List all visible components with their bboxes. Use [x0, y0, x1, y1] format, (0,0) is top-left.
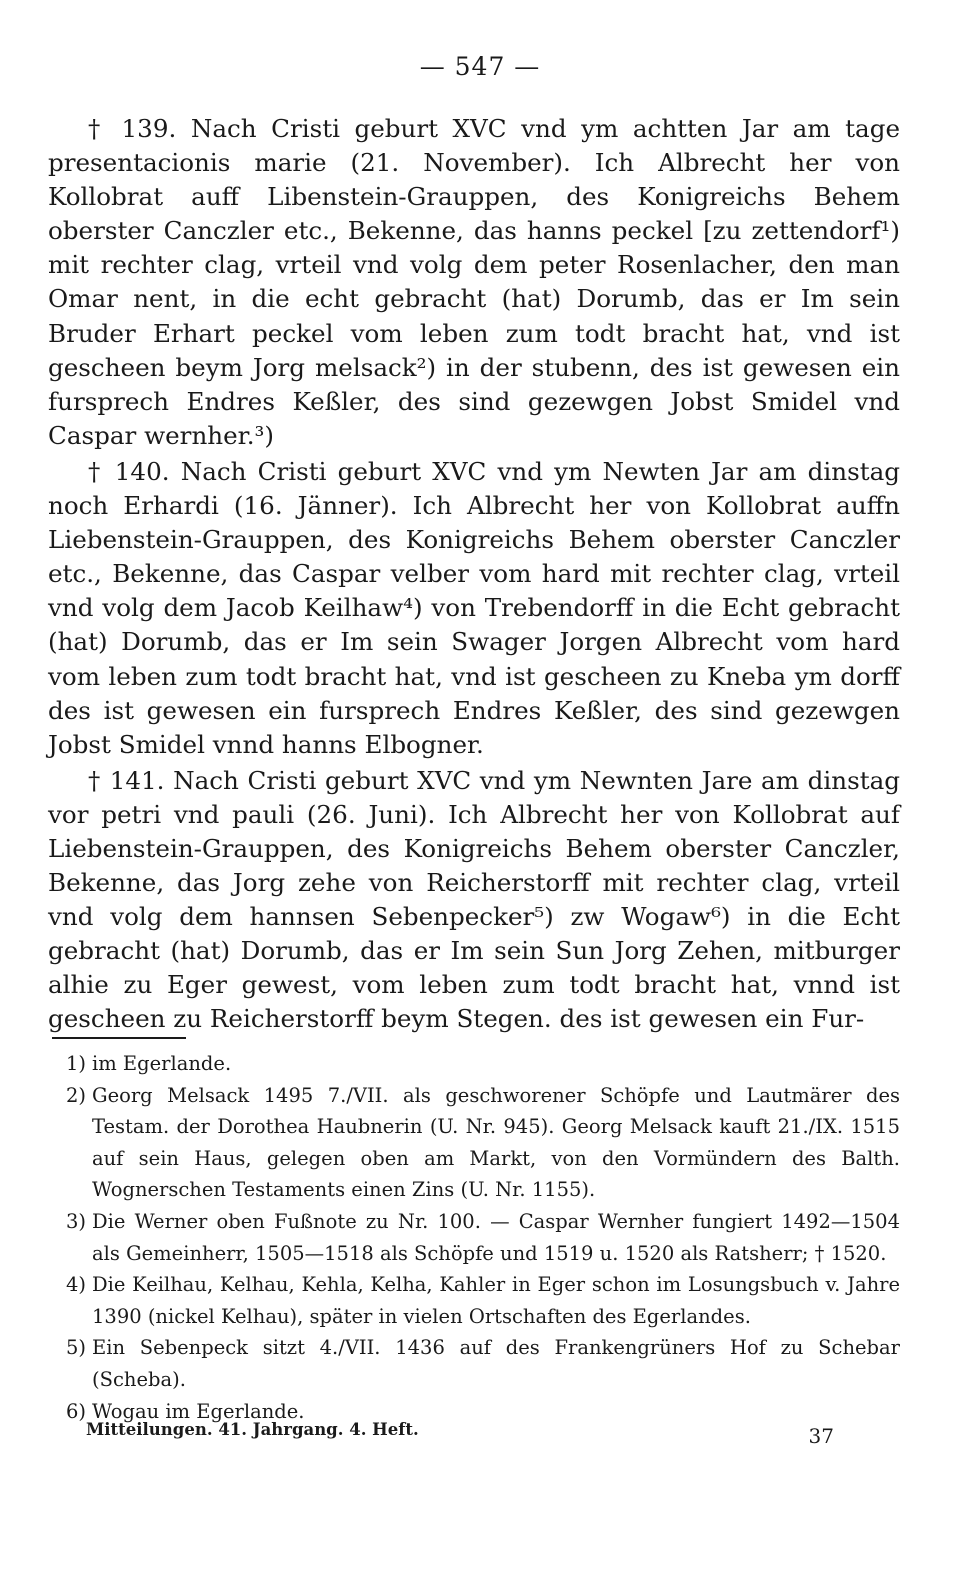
- footnote-divider: [52, 1037, 186, 1039]
- entry-139: [48, 112, 900, 453]
- entry-141: [48, 764, 900, 1037]
- footnote-number: 5): [65, 1336, 86, 1360]
- footnote-number: 3): [65, 1209, 86, 1233]
- entry-paragraph: † 141. Nach Cristi geburt XVC vnd ym Newnten Jare am dinstag vor petri vnd pauli (26. Juni). Ich Albrecht her von Kollobrat auf Liebenstein-Grauppen, des Konigreichs Behem oberster Canczler, Bekenne, das Jorg zehe von Reicherstorff mit rechter clag, vrteil vnd volg dem hannsen Sebenpecker⁵) zw Wogaw⁶) in die Echt gebracht (hat) Dorumb, das er Im sein Sun Jorg Zehen, mitburger alhie zu Eger gewest, vom leben zum todt bracht hat, vnnd ist gescheen zu Reicherstorff beym Stegen. des ist gewesen ein Fur-: [48, 765, 900, 1034]
- entry-140: [48, 455, 900, 762]
- footnote-5: [48, 1332, 900, 1395]
- footnote-text: Die Keilhau, Kelhau, Kehla, Kelha, Kahler in Eger schon im Losungsbuch v. Jahre 1390 (nickel Kelhau), später in vielen Ortschaften des Egerlandes.: [92, 1273, 900, 1328]
- footnote-1: [48, 1048, 900, 1080]
- footnotes: [48, 1048, 900, 1427]
- page-number: — 547 —: [419, 52, 541, 81]
- footnote-4: [48, 1269, 900, 1332]
- footnote-text: Ein Sebenpeck sitzt 4./VII. 1436 auf des Frankengrüners Hof zu Schebar (Scheba).: [92, 1336, 900, 1391]
- entry-paragraph: † 139. Nach Cristi geburt XVC vnd ym achtten Jar am tage presentacionis marie (21. November). Ich Albrecht her von Kollobrat auff Libenstein-Grauppen, des Konigreichs Behem oberster Canczler etc., Bekenne, das hanns peckel [zu zettendorf¹) mit rechter clag, vrteil vnd volg dem peter Rosenlacher, den man Omar nent, in die echt gebracht (hat) Dorumb, das er Im sein Bruder Erhart peckel vom leben zum todt bracht hat, vnd ist gescheen beym Jorg melsack²) in der stubenn, des ist gewesen ein fursprech Endres Keßler, des sind gezewgen Jobst Smidel vnd Caspar wernher.³): [48, 114, 900, 450]
- footnote-text: Georg Melsack 1495 7./VII. als geschworener Schöpfe und Lautmärer des Testam. der Dorothea Haubnerin (U. Nr. 945). Georg Melsack kauft 21./IX. 1515 auf sein Haus, gelegen oben am Markt, von den Vormündern des Balth. Wognerschen Testaments einen Zins (U. Nr. 1155).: [92, 1083, 900, 1202]
- footnote-3: [48, 1206, 900, 1269]
- footnote-text: Die Werner oben Fußnote zu Nr. 100. — Caspar Wernher fungiert 1492—1504 als Gemeinherr, 1505—1518 als Schöpfe und 1519 u. 1520 als Ratsherr; † 1520.: [92, 1209, 900, 1265]
- journal-signature: Mitteilungen. 41. Jahrgang. 4. Heft.: [86, 1420, 419, 1439]
- footnote-text: im Egerlande.: [92, 1052, 232, 1075]
- sheet-number: 37: [808, 1424, 834, 1448]
- page-footer: [48, 1420, 900, 1454]
- main-text: [48, 112, 900, 1037]
- footnote-number: 6): [65, 1399, 86, 1423]
- footnote-number: 1): [65, 1052, 86, 1075]
- footnote-number: 2): [65, 1083, 86, 1107]
- footnote-2: [48, 1080, 900, 1206]
- footnote-text: Wogau im Egerlande.: [92, 1399, 305, 1423]
- footnote-number: 4): [65, 1273, 86, 1297]
- entry-paragraph: † 140. Nach Cristi geburt XVC vnd ym Newten Jar am dinstag noch Erhardi (16. Jänner). Ich Albrecht her von Kollobrat auffn Liebenstein-Grauppen, des Konigreichs Behem oberster Canczler etc., Bekenne, das Caspar velber vom hard mit rechter clag, vrteil vnd volg dem Jacob Keilhaw⁴) von Trebendorff in die Echt gebracht (hat) Dorumb, das er Im sein Swager Jorgen Albrecht vom hard vom leben zum todt bracht hat, vnd ist gescheen zu Kneba ym dorff des ist gewesen ein fursprech Endres Keßler, des sind gezewgen Jobst Smidel vnnd hanns Elbogner.: [48, 456, 900, 759]
